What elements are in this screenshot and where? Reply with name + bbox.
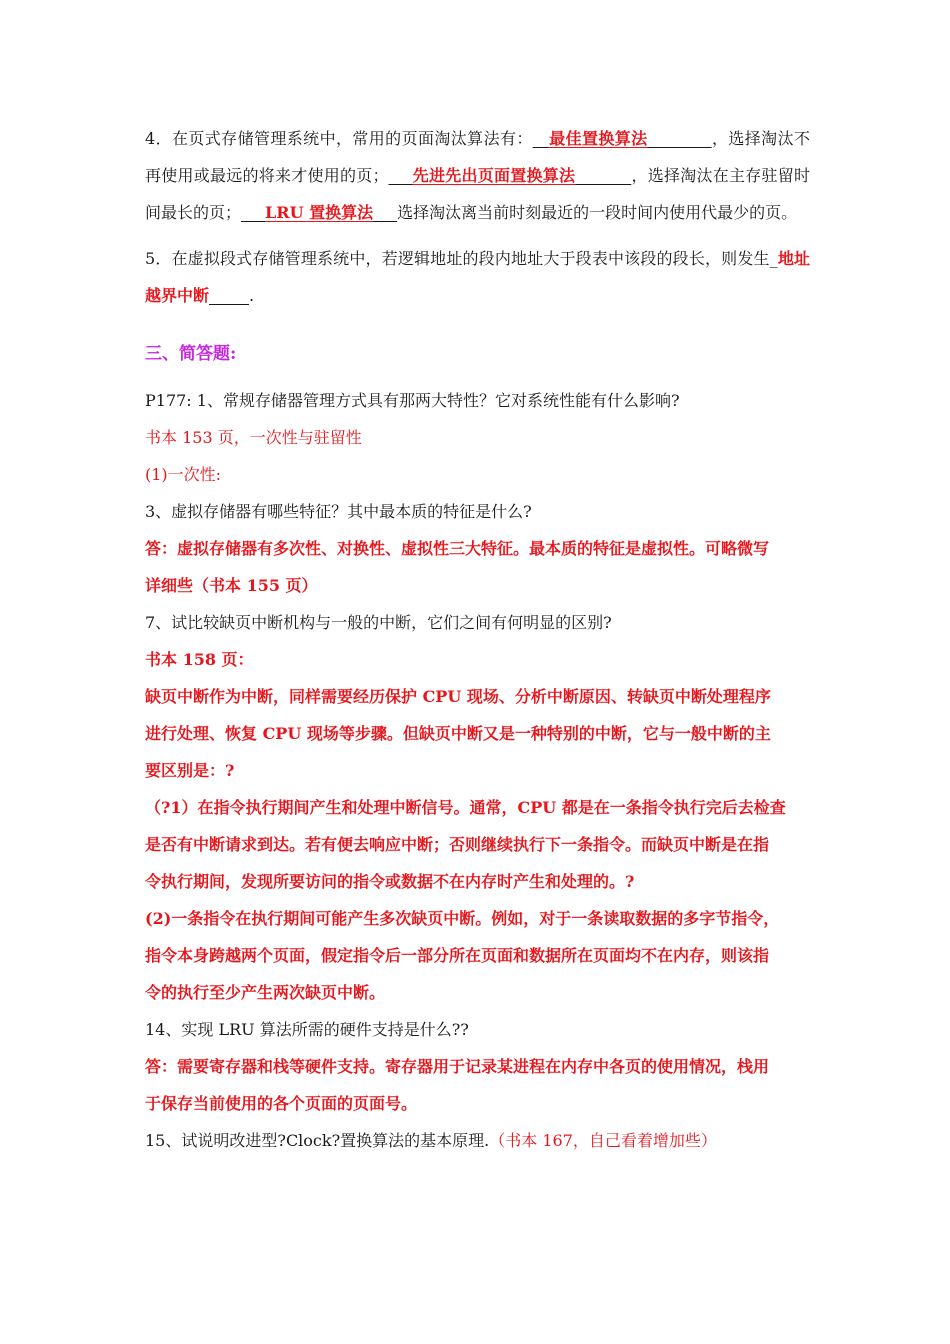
answer-p177-item-1: (1)一次性: bbox=[145, 465, 222, 484]
q4-answer-1: 最佳置换算法 bbox=[548, 129, 648, 148]
q4-prefix: 4．在页式存储管理系统中，常用的页面淘汰算法有： bbox=[145, 129, 533, 148]
answer-7-intro-line-2: 进行处理、恢复 CPU 现场等步骤。但缺页中断又是一种特别的中断，它与一般中断的主 bbox=[145, 724, 771, 743]
q4-answer-2: 先进先出页面置换算法 bbox=[412, 166, 576, 185]
q4-blank3-post: ___ bbox=[373, 203, 398, 222]
q4-text-3: 选择淘汰离当前时刻最近的一段时间内使用代最少的页。 bbox=[397, 203, 798, 222]
answer-7-point-2-line-2: 指令本身跨越两个页面，假定指令后一部分所在页面和数据所在页面均不在内存，则该指 bbox=[145, 946, 770, 965]
q4-text-2: ，选择淘汰在主存驻留时间最长的页； bbox=[145, 166, 810, 222]
answer-7-point-1-line-2: 是否有中断请求到达。若有便去响应中断；否则继续执行下一条指令。而缺页中断是在指 bbox=[145, 835, 770, 854]
answer-7-point-2-line-3: 令的执行至少产生两次缺页中断。 bbox=[145, 983, 386, 1002]
question-3: 3、虚拟存储器有哪些特征？其中最本质的特征是什么? bbox=[145, 502, 532, 521]
question-4 bbox=[145, 120, 810, 231]
section-heading: 三、简答题: bbox=[145, 344, 237, 364]
answer-14-line-1: 答：需要寄存器和栈等硬件支持。寄存器用于记录某进程在内存中各页的使用情况，栈用 bbox=[145, 1057, 770, 1076]
q4-blank3-pre: ___ bbox=[241, 203, 266, 222]
answer-7-reference: 书本 158 页： bbox=[145, 650, 254, 669]
question-p177: P177: 1、常规存储器管理方式具有那两大特性？它对系统性能有什么影响? bbox=[145, 391, 680, 410]
answer-7-point-1-line-3: 令执行期间，发现所要访问的指令或数据不在内存时产生和处理的。? bbox=[145, 872, 635, 891]
question-5 bbox=[145, 240, 810, 314]
question-15-text: 15、试说明改进型?Clock?置换算法的基本原理. bbox=[145, 1131, 490, 1150]
answer-14-line-2: 于保存当前使用的各个页面的页面号。 bbox=[145, 1094, 418, 1113]
q5-blank: _____ bbox=[209, 286, 250, 305]
answer-p177: 书本 153 页，一次性与驻留性 bbox=[145, 428, 362, 447]
question-15 bbox=[145, 1122, 810, 1159]
answer-7-point-1-line-1: （?1）在指令执行期间产生和处理中断信号。通常，CPU 都是在一条指令执行完后去检查 bbox=[145, 798, 786, 817]
question-14: 14、实现 LRU 算法所需的硬件支持是什么?? bbox=[145, 1020, 469, 1039]
q4-blank1-post: ________ bbox=[647, 129, 712, 148]
q4-answer-3: LRU 置换算法 bbox=[265, 203, 374, 222]
answer-7-intro-line-3: 要区别是：? bbox=[145, 761, 235, 780]
q4-blank1-pre: __ bbox=[532, 129, 549, 148]
answer-3-line-1: 答：虚拟存储器有多次性、对换性、虚拟性三大特征。最本质的特征是虚拟性。可略微写 bbox=[145, 539, 770, 558]
answer-7-intro-line-1: 缺页中断作为中断，同样需要经历保护 CPU 现场、分析中断原因、转缺页中断处理程序 bbox=[145, 687, 771, 706]
q5-answer: 地址越界中断 bbox=[145, 249, 810, 305]
q4-blank2-pre: ___ bbox=[388, 166, 413, 185]
document-page bbox=[145, 120, 810, 1159]
q5-suffix: . bbox=[249, 286, 255, 305]
q5-prefix: 5．在虚拟段式存储管理系统中，若逻辑地址的段内地址大于段表中该段的段长，则发生_ bbox=[145, 249, 778, 268]
question-7: 7、试比较缺页中断机构与一般的中断，它们之间有何明显的区别? bbox=[145, 613, 612, 632]
answer-7-point-2-line-1: (2)一条指令在执行期间可能产生多次缺页中断。例如，对于一条读取数据的多字节指令， bbox=[145, 909, 780, 928]
q4-blank2-post: _______ bbox=[575, 166, 632, 185]
q4-text-1: ，选择淘汰不再使用或最远的将来才使用的页； bbox=[145, 129, 810, 185]
answer-15-reference: （书本 167，自己看着增加些） bbox=[489, 1131, 717, 1150]
answer-3-line-2: 详细些（书本 155 页） bbox=[145, 576, 318, 595]
